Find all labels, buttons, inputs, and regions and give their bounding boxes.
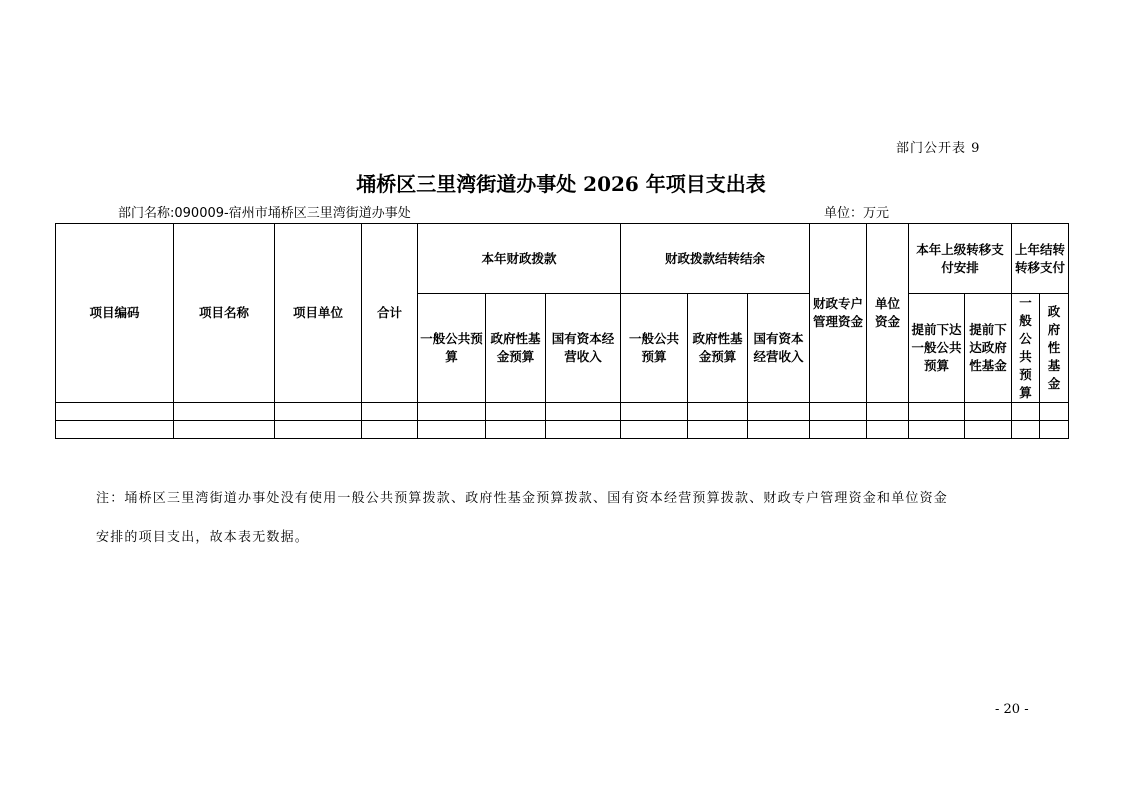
sub-general-budget: 一般公共预算 [418, 294, 486, 403]
table-row [56, 403, 1069, 421]
header-project-unit: 项目单位 [275, 224, 362, 403]
document-title: 埇桥区三里湾街道办事处 2026 年项目支出表 [356, 172, 766, 196]
header-special-account-funds: 财政专户管理资金 [810, 224, 867, 403]
project-expenditure-table [55, 223, 1069, 439]
table-row [56, 421, 1069, 439]
sub-prev-general-budget: 一般公共预算 [1012, 294, 1040, 403]
sub-carryover-gov-fund-budget: 政府性基金预算 [688, 294, 748, 403]
note-line-2: 安排的项目支出，故本表无数据。 [96, 530, 310, 545]
header-unit-funds: 单位资金 [867, 224, 909, 403]
table-number: 部门公开表 9 [896, 141, 981, 156]
sub-advance-general-budget: 提前下达一般公共预算 [909, 294, 965, 403]
header-project-name: 项目名称 [174, 224, 275, 403]
header-total: 合计 [362, 224, 418, 403]
department-name: 部门名称:090009-宿州市埇桥区三里湾街道办事处 [118, 206, 411, 221]
header-project-code: 项目编码 [56, 224, 174, 403]
sub-gov-fund-budget: 政府性基金预算 [486, 294, 546, 403]
unit-label: 单位：万元 [824, 206, 890, 221]
sub-advance-gov-fund: 提前下达政府性基金 [965, 294, 1012, 403]
page-number: - 20 - [995, 702, 1029, 717]
sub-carryover-general-budget: 一般公共预算 [621, 294, 688, 403]
sub-state-capital-income: 国有资本经营收入 [546, 294, 621, 403]
header-carryover-balance: 财政拨款结转结余 [621, 224, 810, 294]
header-prev-year-transfer: 上年结转转移支付 [1012, 224, 1069, 294]
sub-prev-gov-fund: 政府性基金 [1040, 294, 1069, 403]
note-line-1: 注：埇桥区三里湾街道办事处没有使用一般公共预算拨款、政府性基金预算拨款、国有资本经营预算拨款、财政专户管理资金和单位资金 [96, 491, 949, 506]
header-current-year-appropriation: 本年财政拨款 [418, 224, 621, 294]
sub-carryover-state-capital-income: 国有资本经营收入 [748, 294, 810, 403]
header-upper-transfer: 本年上级转移支付安排 [909, 224, 1012, 294]
